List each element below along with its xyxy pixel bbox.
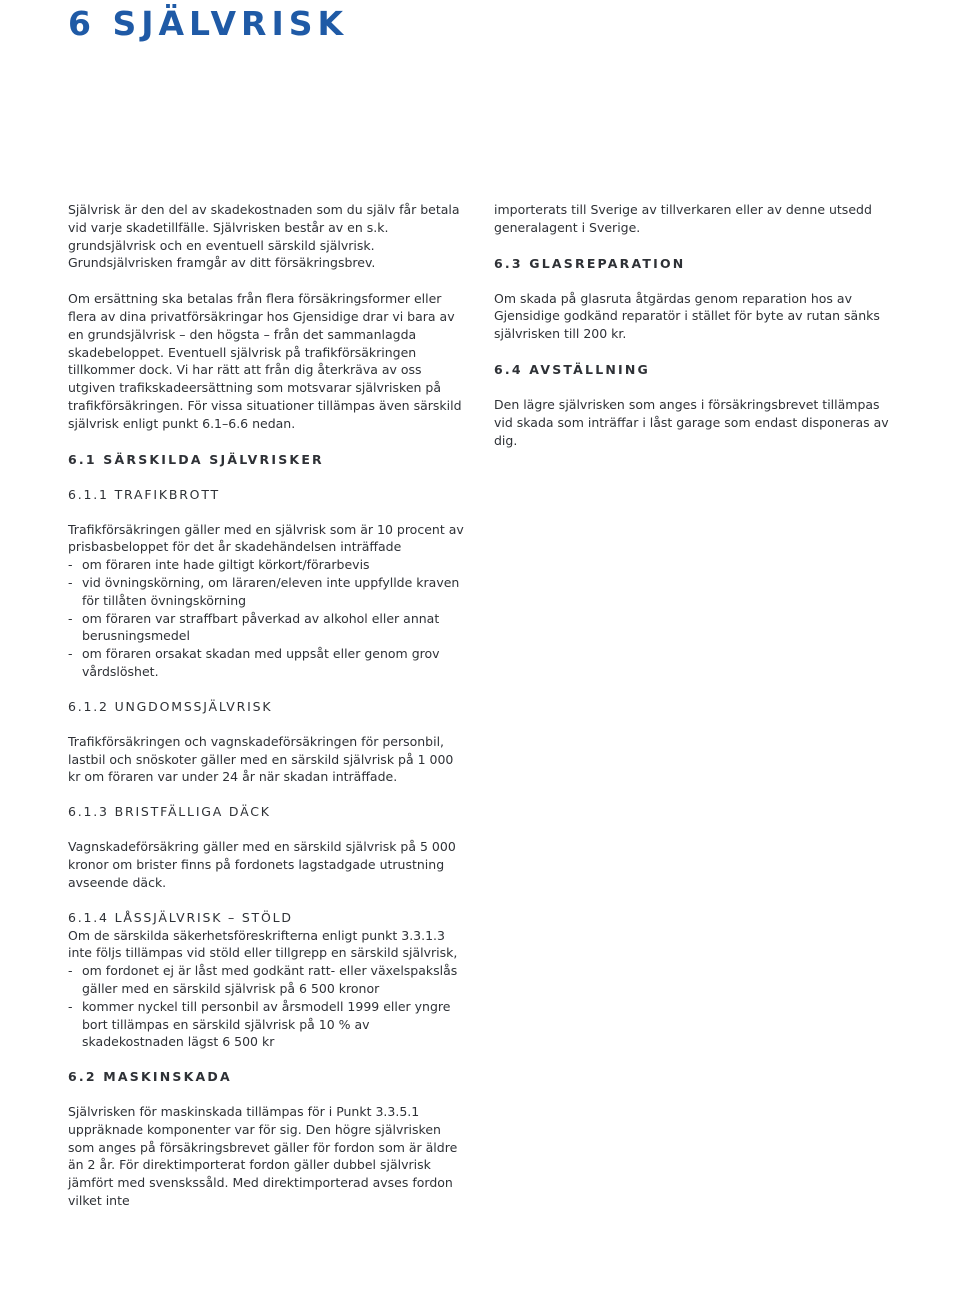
- section-6-1-2-heading: 6.1.2 UNGDOMSSJÄLVRISK: [68, 698, 273, 714]
- section-6-1-3-heading: 6.1.3 BRISTFÄLLIGA DÄCK: [68, 804, 271, 820]
- list-item: - om föraren var straffbart påverkad av alkohol eller annat berusningsmedel: [68, 610, 468, 646]
- section-6-3-body: Om skada på glasruta åtgärdas genom reparation hos av Gjensidige godkänd reparatör i stället för byte av rutan sänks självrisken till 200 kr.: [494, 290, 880, 342]
- intro-paragraph-1: Självrisk är den del av skadekostnaden som du själv får betala vid varje skadetillfälle. Självrisken består av en s.k. grundsjälvrisk och en eventuell särskild självrisk. Grundsjälvrisken framgår av ditt försäkringsbrev.: [68, 202, 460, 271]
- section-6-1-4-list: [68, 962, 468, 1051]
- section-6-4-heading: 6.4 AVSTÄLLNING: [494, 361, 650, 377]
- section-6-1-4-body: Om de särskilda säkerhetsföreskrifterna enligt punkt 3.3.1.3 inte följs tillämpas vid stöld eller tillgrepp en särskild självrisk,: [68, 927, 458, 961]
- section-6-1-4-heading: 6.1.4 LÅSSJÄLVRISK – STÖLD: [68, 909, 293, 925]
- list-item: - om föraren orsakat skadan med uppsåt eller genom grov vårdslöshet.: [68, 645, 468, 681]
- section-6-4-body: Den lägre självrisken som anges i försäkringsbrevet tillämpas vid skada som inträffar i låst garage som endast disponeras av dig.: [494, 396, 889, 448]
- continued-paragraph: importerats till Sverige av tillverkaren eller av denne utsedd generalagent i Sverige.: [494, 202, 872, 235]
- section-6-3-heading: 6.3 GLASREPARATION: [494, 255, 686, 271]
- list-item: - kommer nyckel till personbil av årsmodell 1999 eller yngre bort tillämpas en särskild självrisk på 10 % av skadekostnaden lägst 6 500 kr: [68, 998, 468, 1051]
- section-6-1-2-body: Trafikförsäkringen och vagnskadeförsäkringen för personbil, lastbil och snöskoter gäller med en särskild självrisk på 1 000 kr om föraren var under 24 år när skadan inträffade.: [68, 733, 454, 785]
- list-item: - om fordonet ej är låst med godkänt ratt- eller växelspakslås gäller med en särskild självrisk på 6 500 kronor: [68, 962, 468, 998]
- section-6-1-heading: 6.1 SÄRSKILDA SJÄLVRISKER: [68, 451, 324, 467]
- list-item: - vid övningskörning, om läraren/eleven inte uppfyllde kraven för tillåten övningskörning: [68, 574, 468, 610]
- section-6-1-1-list: [68, 556, 468, 681]
- list-item: - om föraren inte hade giltigt körkort/förarbevis: [68, 556, 468, 574]
- section-6-1-1-heading: 6.1.1 TRAFIKBROTT: [68, 486, 220, 502]
- intro-paragraph-2: Om ersättning ska betalas från flera försäkringsformer eller flera av dina privatförsäkringar hos Gjensidige drar vi bara av en grundsjälvrisk – den högsta – från det sammanlagda skadebeloppet. Eventuell självrisk på trafikförsäkringen tillkommer dock. Vi har rätt att från dig återkräva av oss utgiven trafikskadeersättning som motsvarar självrisken på trafikförsäkringen. För vissa situationer tillämpas även särskild självrisk enligt punkt 6.1–6.6 nedan.: [68, 291, 462, 431]
- section-6-1-1-body: Trafikförsäkringen gäller med en självrisk som är 10 procent av prisbasbeloppet för det år skadehändelsen inträffade: [68, 521, 464, 555]
- section-6-2-heading: 6.2 MASKINSKADA: [68, 1069, 232, 1085]
- left-column: [68, 201, 468, 1210]
- right-column: [494, 201, 894, 449]
- section-6-1-3-body: Vagnskadeförsäkring gäller med en särskild självrisk på 5 000 kronor om brister finns på fordonets lagstadgade utrustning avseende däck.: [68, 839, 456, 890]
- section-6-2-body: Självrisken för maskinskada tillämpas för i Punkt 3.3.5.1 uppräknade komponenter var för sig. Den högre självrisken som anges på försäkringsbrevet gäller för fordon som är äldre än 2 år. För direktimporterat fordon gäller dubbel självrisk jämfört med svenskssåld. Med direktimporterad avses fordon vilket inte: [68, 1104, 458, 1209]
- page-title: 6 SJÄLVRISK: [68, 4, 349, 43]
